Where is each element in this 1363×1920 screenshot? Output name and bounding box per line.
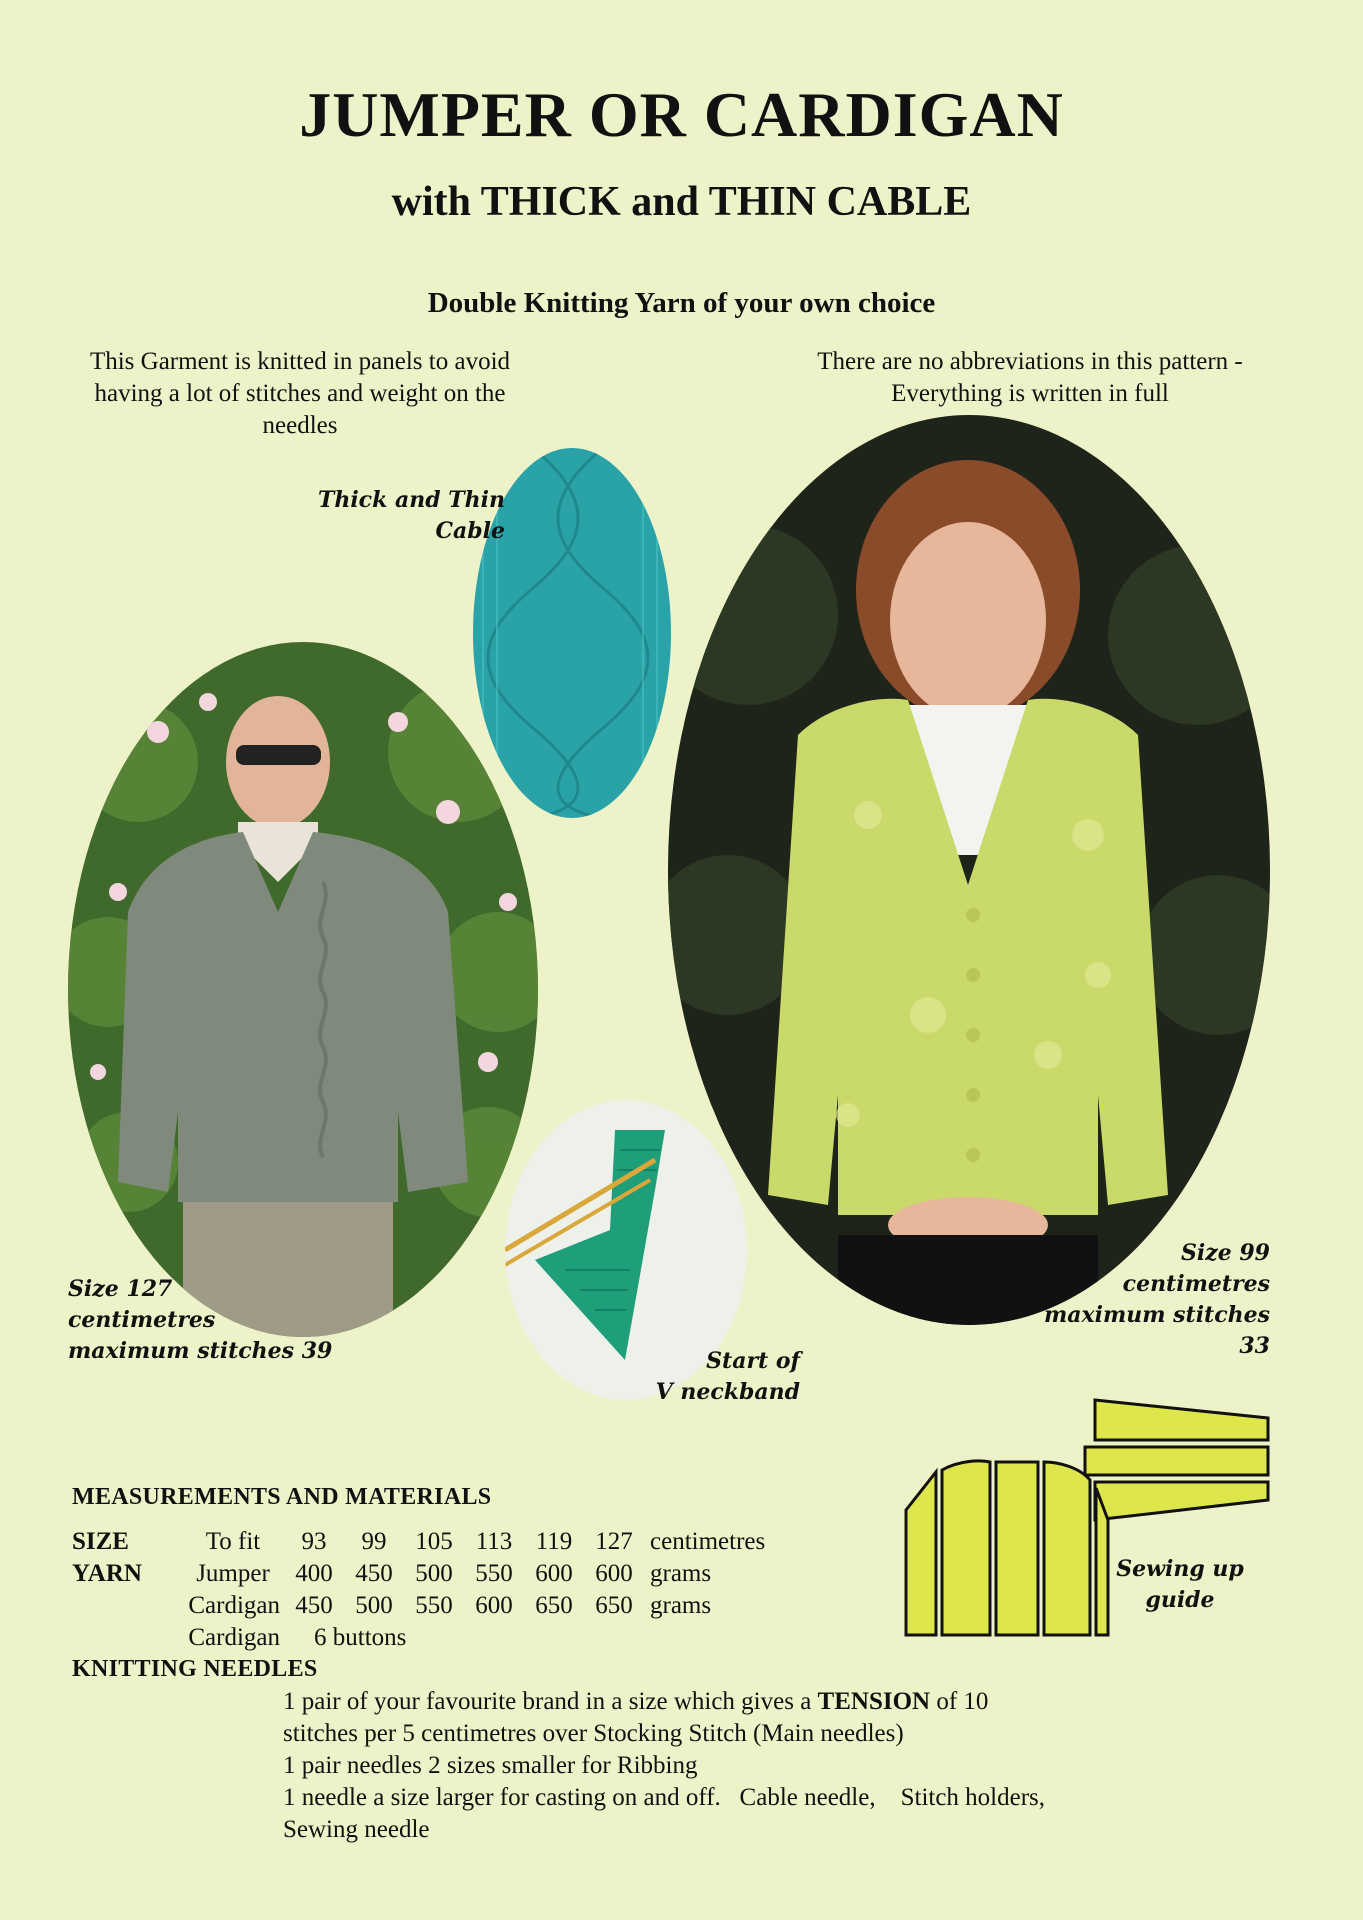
neckband-caption-line-1: Start of <box>706 1348 800 1374</box>
size-row <box>72 1526 765 1558</box>
page-title: JUMPER OR CARDIGAN <box>299 79 1064 150</box>
size-value-4: 113 <box>475 1528 513 1555</box>
size-value-2: 99 <box>361 1528 387 1555</box>
tension-keyword: TENSION <box>817 1688 931 1715</box>
jumper-value-6: 600 <box>595 1560 633 1587</box>
jumper-value-5: 600 <box>535 1560 573 1587</box>
cardigan-value-2: 500 <box>355 1592 393 1619</box>
cardigan-value-4: 600 <box>475 1592 513 1619</box>
man-caption-line-1: Size 127 <box>68 1276 173 1302</box>
needles-line-2: stitches per 5 centimetres over Stocking Stitch (Main needles) <box>283 1720 904 1747</box>
sleeve-bottom-shape <box>1095 1482 1268 1520</box>
woman-caption-line-1: Size 99 <box>1180 1240 1270 1266</box>
needles-line-3: 1 pair needles 2 sizes smaller for Ribbing <box>283 1752 698 1779</box>
sewing-caption-line-2: guide <box>1145 1587 1215 1613</box>
size-value-6: 127 <box>595 1528 633 1555</box>
panel-2 <box>942 1461 990 1635</box>
page-subtitle: with THICK and THIN CABLE <box>391 179 972 225</box>
buttons-sub: Cardigan <box>188 1624 280 1651</box>
jumper-unit: grams <box>650 1560 712 1587</box>
front-left-panel <box>906 1472 936 1635</box>
intro-right <box>760 346 1300 410</box>
woman-caption-line-3: maximum stitches 33 <box>1043 1302 1270 1359</box>
size-sub: To fit <box>205 1528 261 1555</box>
sleeve-middle-shape <box>1085 1447 1268 1475</box>
cardigan-value-5: 650 <box>535 1592 573 1619</box>
needles-description <box>283 1686 1283 1846</box>
intro-left-line-3: needles <box>262 412 338 439</box>
cardigan-unit: grams <box>650 1592 712 1619</box>
jumper-value-3: 500 <box>415 1560 453 1587</box>
cable-caption <box>310 485 505 547</box>
size-value-5: 119 <box>535 1528 573 1555</box>
woman-caption-line-2: centimetres <box>1122 1271 1270 1297</box>
cardigan-value-1: 450 <box>295 1592 333 1619</box>
man-size-caption <box>68 1274 368 1367</box>
buttons-row <box>72 1622 765 1654</box>
neckband-caption <box>640 1346 800 1408</box>
cardigan-photo <box>668 415 1270 1325</box>
intro-left-line-2: having a lot of stitches and weight on the <box>94 380 506 407</box>
sleeve-top-shape <box>1095 1400 1268 1440</box>
needles-line-5: Sewing needle <box>283 1816 430 1843</box>
measurements-table <box>72 1526 765 1654</box>
measurements-heading: MEASUREMENTS AND MATERIALS <box>72 1484 492 1510</box>
intro-left-line-1: This Garment is knitted in panels to avoid <box>89 348 511 375</box>
cardigan-yarn-row <box>72 1590 765 1622</box>
size-unit: centimetres <box>650 1528 766 1555</box>
jumper-sub: Jumper <box>196 1560 270 1587</box>
jumper-yarn-row <box>72 1558 765 1590</box>
cardigan-value-6: 650 <box>595 1592 633 1619</box>
jumper-value-1: 400 <box>295 1560 333 1587</box>
man-caption-line-2: centimetres <box>68 1307 216 1333</box>
neckband-caption-line-2: V neckband <box>655 1379 800 1405</box>
needles-line-1: 1 pair of your favourite brand in a size which gives a TENSION of 10 <box>283 1688 989 1715</box>
size-label: SIZE <box>72 1528 129 1555</box>
yarn-label: YARN <box>72 1560 142 1587</box>
buttons-value: 6 buttons <box>314 1624 407 1651</box>
jumper-value-2: 450 <box>355 1560 393 1587</box>
knitting-needles-heading: KNITTING NEEDLES <box>72 1656 318 1682</box>
jumper-photo <box>68 642 538 1337</box>
cable-caption-line-2: Cable <box>435 518 505 544</box>
intro-right-line-1: There are no abbreviations in this pattern - <box>817 348 1243 375</box>
cable-caption-line-1: Thick and Thin <box>317 487 505 513</box>
sewing-guide-caption <box>1110 1554 1250 1616</box>
sewing-caption-line-1: Sewing up <box>1116 1556 1244 1582</box>
cardigan-value-3: 550 <box>415 1592 453 1619</box>
intro-right-line-2: Everything is written in full <box>891 380 1169 407</box>
size-value-3: 105 <box>415 1528 453 1555</box>
man-caption-line-3: maximum stitches 39 <box>68 1338 333 1364</box>
intro-left <box>50 346 550 442</box>
woman-size-caption <box>1010 1238 1270 1362</box>
panel-4 <box>1044 1462 1090 1635</box>
size-value-1: 93 <box>301 1528 327 1555</box>
cardigan-sub: Cardigan <box>188 1592 280 1619</box>
panel-3 <box>996 1462 1038 1635</box>
jumper-value-4: 550 <box>475 1560 513 1587</box>
yarn-note: Double Knitting Yarn of your own choice <box>427 287 936 319</box>
needles-line-4: 1 needle a size larger for casting on and off. Cable needle, Stitch holders, <box>283 1784 1046 1811</box>
